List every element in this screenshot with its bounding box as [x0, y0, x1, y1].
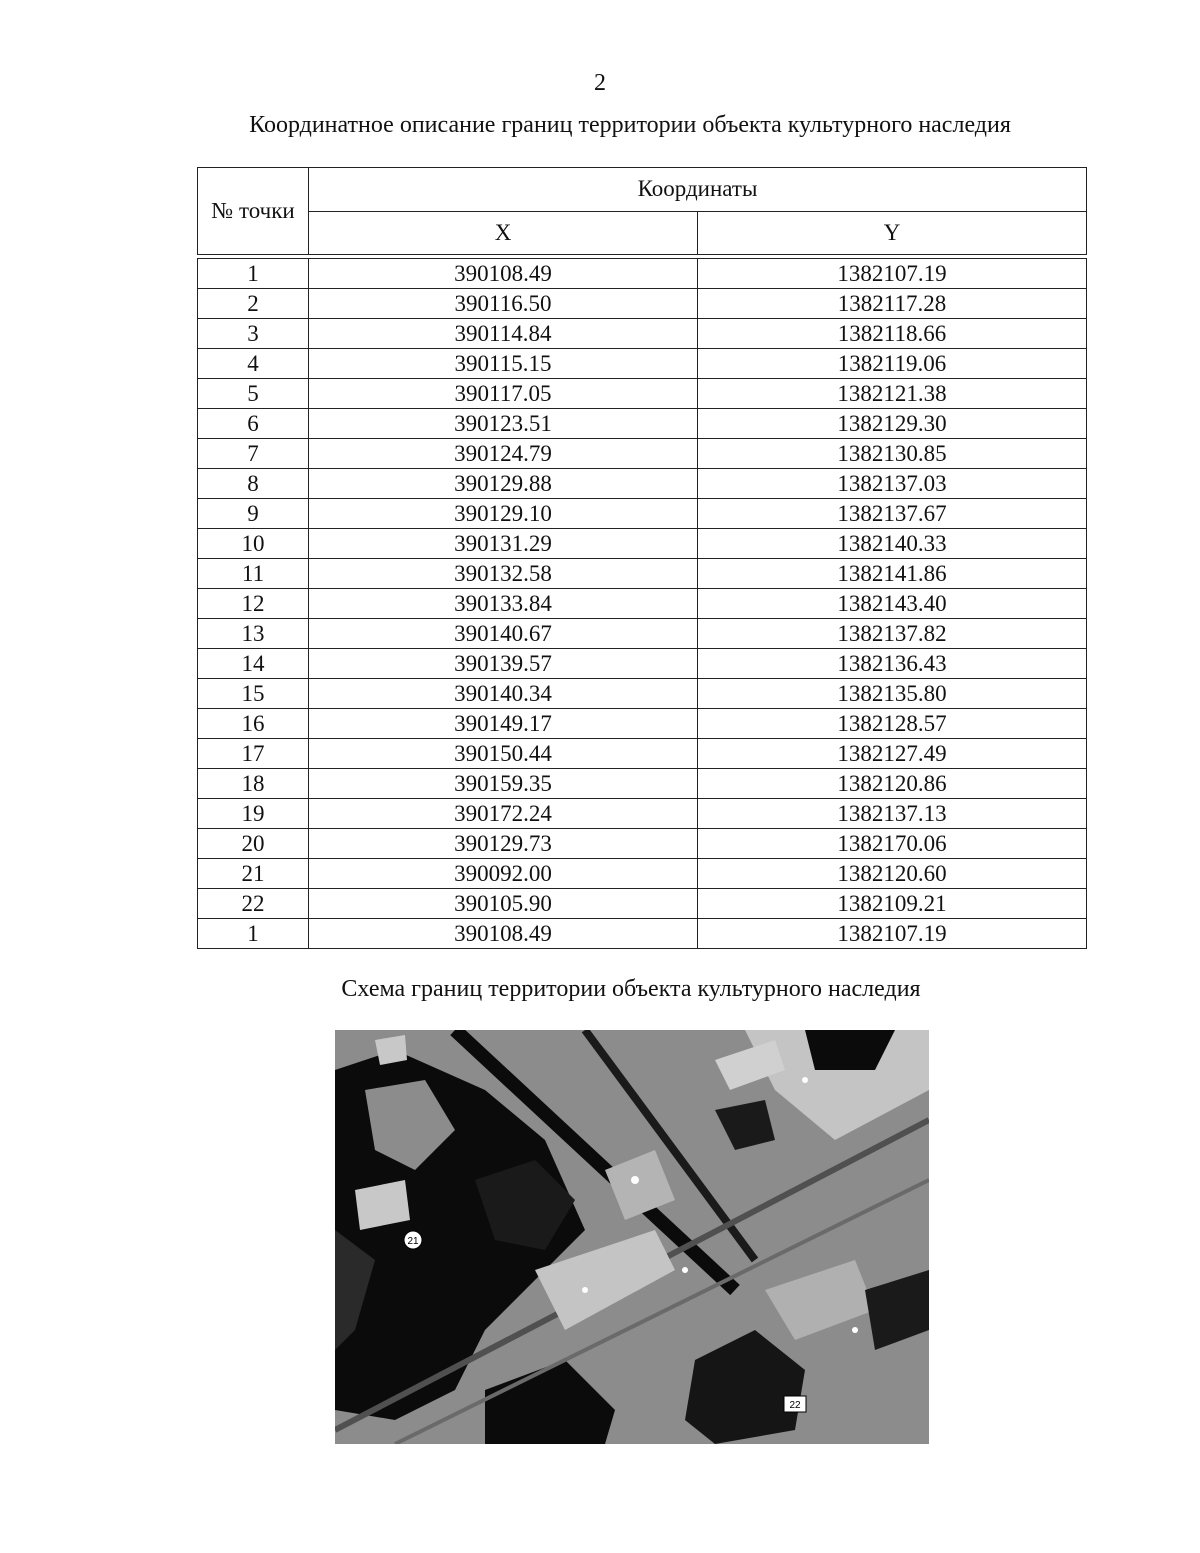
point-number-cell: 7	[198, 439, 309, 469]
x-coordinate-cell: 390108.49	[309, 919, 698, 949]
y-coordinate-cell: 1382137.13	[698, 799, 1087, 829]
x-coordinate-cell: 390140.67	[309, 619, 698, 649]
aerial-map-image	[335, 1030, 929, 1444]
table-row	[198, 469, 1087, 499]
point-number-cell: 10	[198, 529, 309, 559]
table-row	[198, 259, 1087, 289]
x-coordinate-cell: 390140.34	[309, 679, 698, 709]
point-number-cell: 3	[198, 319, 309, 349]
x-coordinate-cell: 390132.58	[309, 559, 698, 589]
table-row	[198, 409, 1087, 439]
table-row	[198, 709, 1087, 739]
x-coordinate-cell: 390129.73	[309, 829, 698, 859]
point-number-cell: 18	[198, 769, 309, 799]
table-row	[198, 859, 1087, 889]
y-coordinate-cell: 1382107.19	[698, 259, 1087, 289]
point-label-21	[404, 1231, 422, 1249]
y-coordinate-cell: 1382129.30	[698, 409, 1087, 439]
point-number-cell: 12	[198, 589, 309, 619]
y-coordinate-cell: 1382137.82	[698, 619, 1087, 649]
point-number-cell: 2	[198, 289, 309, 319]
point-number-cell: 13	[198, 619, 309, 649]
y-coordinate-cell: 1382117.28	[698, 289, 1087, 319]
x-coordinate-cell: 390172.24	[309, 799, 698, 829]
y-coordinate-cell: 1382120.86	[698, 769, 1087, 799]
y-coordinate-cell: 1382170.06	[698, 829, 1087, 859]
y-coordinate-cell: 1382109.21	[698, 889, 1087, 919]
point-number-cell: 22	[198, 889, 309, 919]
x-coordinate-cell: 390131.29	[309, 529, 698, 559]
y-coordinate-cell: 1382141.86	[698, 559, 1087, 589]
table-row	[198, 889, 1087, 919]
x-coordinate-cell: 390149.17	[309, 709, 698, 739]
table-row	[198, 289, 1087, 319]
y-coordinate-cell: 1382140.33	[698, 529, 1087, 559]
x-coordinate-cell: 390124.79	[309, 439, 698, 469]
table-row	[198, 739, 1087, 769]
table-row	[198, 529, 1087, 559]
header-point-number: № точки	[198, 168, 309, 255]
scheme-title: Схема границ территории объекта культурного наследия	[341, 976, 921, 1002]
table-row	[198, 799, 1087, 829]
coordinates-table	[197, 167, 1087, 949]
x-coordinate-cell: 390105.90	[309, 889, 698, 919]
header-y: Y	[698, 211, 1087, 255]
point-number-cell: 1	[198, 259, 309, 289]
point-number-cell: 21	[198, 859, 309, 889]
table-row	[198, 589, 1087, 619]
table-row	[198, 919, 1087, 949]
x-coordinate-cell: 390116.50	[309, 289, 698, 319]
page-number: 2	[594, 70, 606, 96]
point-number-cell: 20	[198, 829, 309, 859]
y-coordinate-cell: 1382107.19	[698, 919, 1087, 949]
table-row	[198, 619, 1087, 649]
y-coordinate-cell: 1382135.80	[698, 679, 1087, 709]
y-coordinate-cell: 1382118.66	[698, 319, 1087, 349]
point-number-cell: 16	[198, 709, 309, 739]
table-row	[198, 379, 1087, 409]
table-row	[198, 319, 1087, 349]
table-row	[198, 829, 1087, 859]
y-coordinate-cell: 1382120.60	[698, 859, 1087, 889]
table-row	[198, 769, 1087, 799]
point-label-22	[784, 1396, 806, 1412]
header-coordinates: Координаты	[309, 168, 1087, 212]
point-22-text: 22	[789, 1400, 801, 1411]
y-coordinate-cell: 1382121.38	[698, 379, 1087, 409]
point-number-cell: 9	[198, 499, 309, 529]
y-coordinate-cell: 1382136.43	[698, 649, 1087, 679]
boundary-scheme-map	[335, 1030, 929, 1444]
y-coordinate-cell: 1382137.67	[698, 499, 1087, 529]
y-coordinate-cell: 1382143.40	[698, 589, 1087, 619]
x-coordinate-cell: 390129.10	[309, 499, 698, 529]
x-coordinate-cell: 390129.88	[309, 469, 698, 499]
point-number-cell: 1	[198, 919, 309, 949]
y-coordinate-cell: 1382128.57	[698, 709, 1087, 739]
x-coordinate-cell: 390150.44	[309, 739, 698, 769]
y-coordinate-cell: 1382137.03	[698, 469, 1087, 499]
y-coordinate-cell: 1382130.85	[698, 439, 1087, 469]
y-coordinate-cell: 1382119.06	[698, 349, 1087, 379]
point-number-cell: 6	[198, 409, 309, 439]
table-row	[198, 499, 1087, 529]
table-header	[198, 168, 1087, 259]
x-coordinate-cell: 390092.00	[309, 859, 698, 889]
x-coordinate-cell: 390117.05	[309, 379, 698, 409]
point-number-cell: 15	[198, 679, 309, 709]
table-body	[198, 259, 1087, 949]
y-coordinate-cell: 1382127.49	[698, 739, 1087, 769]
table-row	[198, 349, 1087, 379]
x-coordinate-cell: 390123.51	[309, 409, 698, 439]
document-title: Координатное описание границ территории объекта культурного наследия	[249, 112, 1011, 138]
point-number-cell: 4	[198, 349, 309, 379]
x-coordinate-cell: 390108.49	[309, 259, 698, 289]
table-row	[198, 559, 1087, 589]
x-coordinate-cell: 390133.84	[309, 589, 698, 619]
point-number-cell: 17	[198, 739, 309, 769]
x-coordinate-cell: 390159.35	[309, 769, 698, 799]
table-row	[198, 439, 1087, 469]
point-number-cell: 14	[198, 649, 309, 679]
x-coordinate-cell: 390115.15	[309, 349, 698, 379]
header-x: X	[309, 211, 698, 255]
table-row	[198, 679, 1087, 709]
table-row	[198, 649, 1087, 679]
point-number-cell: 19	[198, 799, 309, 829]
point-number-cell: 8	[198, 469, 309, 499]
point-21-text: 21	[407, 1236, 419, 1247]
point-number-cell: 11	[198, 559, 309, 589]
x-coordinate-cell: 390114.84	[309, 319, 698, 349]
x-coordinate-cell: 390139.57	[309, 649, 698, 679]
point-number-cell: 5	[198, 379, 309, 409]
